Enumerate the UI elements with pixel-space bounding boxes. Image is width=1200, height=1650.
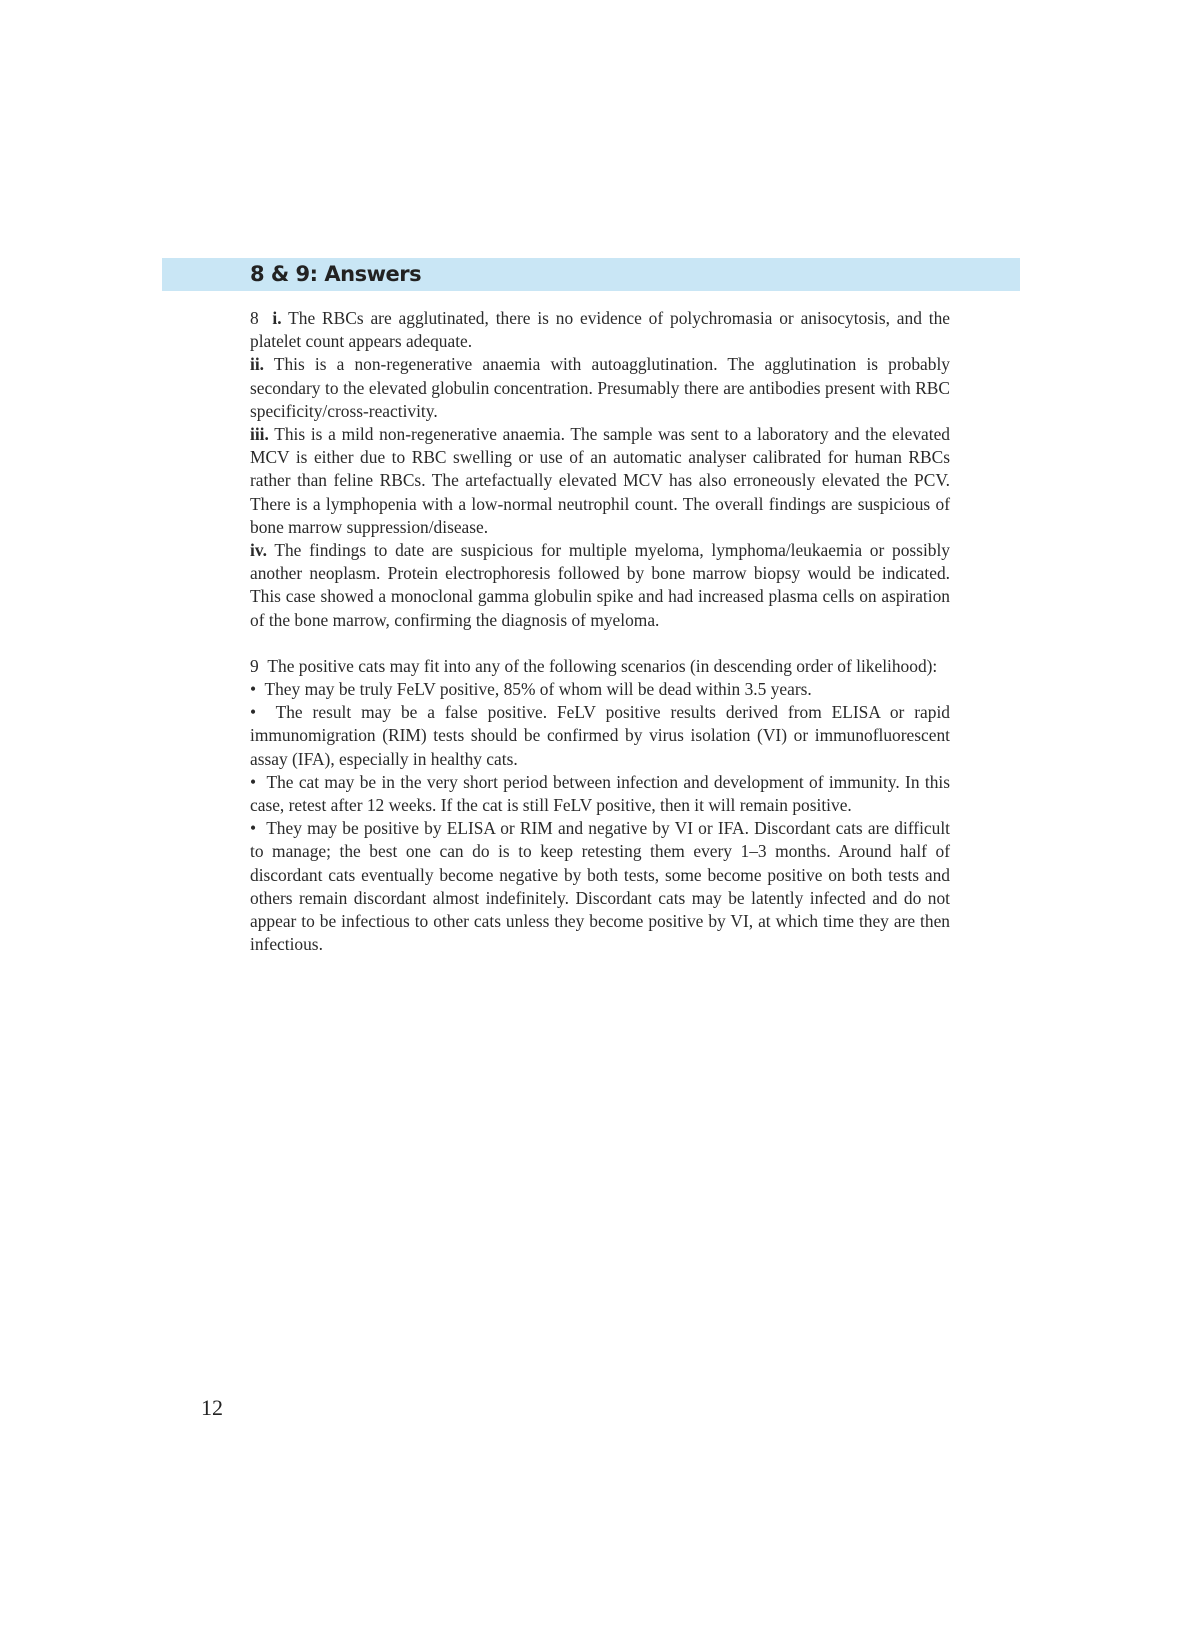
bullet-icon: • bbox=[250, 818, 257, 839]
part-label: i. bbox=[272, 308, 282, 328]
bullet-icon: • bbox=[250, 702, 257, 723]
answer-8 bbox=[250, 307, 950, 632]
bullet-icon: • bbox=[250, 771, 257, 792]
part-label: ii. bbox=[250, 354, 265, 375]
answer-number: 8 bbox=[250, 308, 259, 328]
answer-8-part-i bbox=[250, 307, 950, 353]
bullet-icon: • bbox=[250, 679, 257, 700]
section-header-band bbox=[162, 258, 1020, 291]
section-title: 8 & 9: Answers bbox=[250, 262, 422, 286]
part-label: iii. bbox=[250, 424, 269, 445]
page-number: 12 bbox=[201, 1395, 223, 1420]
answers-body bbox=[250, 307, 950, 956]
bullet-text: The result may be a false positive. FeLV positive results derived from ELISA or rapid immunomigration (RIM) tests should be confirmed by virus isolation (VI) or immunofluorescent assay (IFA), especially in healthy cats. bbox=[250, 702, 950, 769]
bullet-text: They may be truly FeLV positive, 85% of whom will be dead within 3.5 years. bbox=[264, 679, 812, 700]
section-gap bbox=[250, 632, 950, 655]
bullet-item bbox=[250, 817, 950, 956]
answer-9-intro bbox=[250, 655, 950, 678]
bullet-text: The cat may be in the very short period between infection and development of immunity. In this case, retest after 12 weeks. If the cat is still FeLV positive, then it will remain positive. bbox=[250, 771, 950, 816]
bullet-item bbox=[250, 678, 950, 701]
part-text: The RBCs are agglutinated, there is no evidence of polychromasia or anisocytosis, and the platelet count appears adequate. bbox=[250, 308, 950, 352]
bullet-item bbox=[250, 701, 950, 771]
intro-text: The positive cats may fit into any of the following scenarios (in descending order of likelihood): bbox=[267, 655, 938, 676]
answer-8-part-iv bbox=[250, 539, 950, 632]
answer-8-part-ii bbox=[250, 353, 950, 423]
part-text: The findings to date are suspicious for multiple myeloma, lymphoma/leukaemia or possibly another neoplasm. Protein electrophoresis followed by bone marrow biopsy would be indicated. This case showed a monoclonal gamma globulin spike and had increased plasma cells on aspiration of the bone marrow, confirming the diagnosis of myeloma. bbox=[250, 540, 950, 630]
bullet-text: They may be positive by ELISA or RIM and negative by VI or IFA. Discordant cats are difficult to manage; the best one can do is to keep retesting them every 1–3 months. Around half of discordant cats eventually become negative by both tests, some become positive on both tests and others remain discordant almost indefinitely. Discordant cats may be latently infected and do not appear to be infectious to other cats unless they become positive by VI, at which time they are then infectious. bbox=[250, 818, 951, 955]
part-label: iv. bbox=[250, 540, 267, 561]
answer-number: 9 bbox=[250, 655, 259, 676]
answer-8-part-iii bbox=[250, 423, 950, 539]
answer-9 bbox=[250, 655, 950, 957]
part-text: This is a mild non-regenerative anaemia. The sample was sent to a laboratory and the elevated MCV is either due to RBC swelling or use of an automatic analyser calibrated for human RBCs rather than feline RBCs. The artefactually elevated MCV has also erroneously elevated the PCV. There is a lymphopenia with a low-normal neutrophil count. The overall findings are suspicious of bone marrow suppression/disease. bbox=[250, 424, 950, 537]
part-text: This is a non-regenerative anaemia with autoagglutination. The agglutination is probably secondary to the elevated globulin concentration. Presumably there are antibodies present with RBC specificity/cross-reactivity. bbox=[250, 354, 950, 421]
bullet-item bbox=[250, 771, 950, 817]
